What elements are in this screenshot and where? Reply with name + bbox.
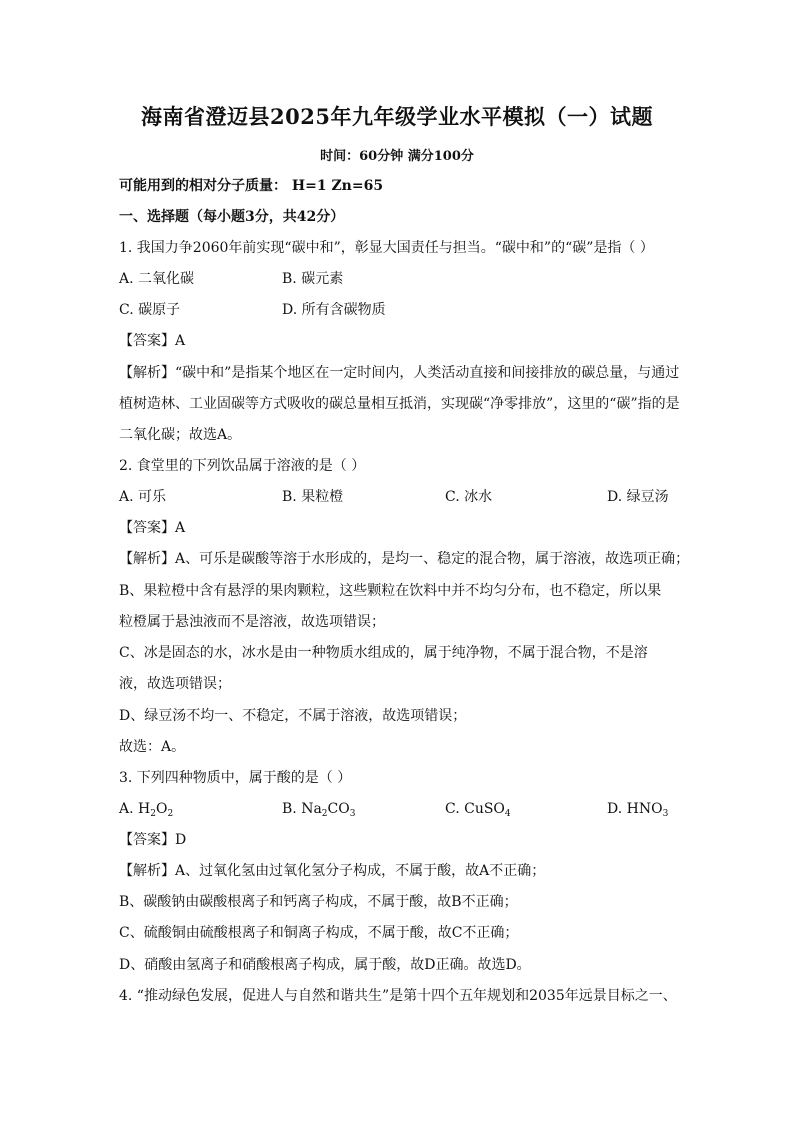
section-heading: 一、选择题（每小题3分，共42分） — [119, 209, 345, 225]
question-3-analysis-line: B、碳酸钠由碳酸根离子和钙离子构成，不属于酸，故B不正确； — [119, 894, 518, 910]
question-3-stem: 3. 下列四种物质中，属于酸的是（ ） — [119, 770, 352, 786]
question-3-option-a: A. $H_2O_2$ — [119, 801, 174, 819]
question-2-analysis-line: D、绿豆汤不均一、不稳定，不属于溶液，故选项错误； — [119, 708, 467, 724]
question-2-analysis-line: 液，故选项错误； — [119, 676, 231, 692]
question-2-analysis-line: B、果粒橙中含有悬浮的果肉颗粒，这些颗粒在饮料中并不均匀分布，也不稳定，所以果 — [119, 583, 662, 599]
question-3-answer: 【答案】D — [119, 832, 187, 848]
question-3-option-d: D. $HNO_3$ — [607, 801, 669, 819]
question-3-option-c: C. CuSO$_4$ — [445, 801, 511, 819]
exam-time-info: 时间：60分钟 满分100分 — [320, 149, 474, 164]
question-1-answer: 【答案】A — [119, 333, 186, 349]
question-1-analysis-line: 植树造林、工业固碳等方式吸收的碳总量相互抵消，实现碳“净零排放”，这里的“碳”指的是 — [119, 396, 680, 412]
question-2-stem: 2. 食堂里的下列饮品属于溶液的是（ ） — [119, 458, 366, 474]
question-3-analysis-line: C、硫酸铜由硫酸根离子和铜离子构成，不属于酸，故C不正确； — [119, 925, 519, 941]
question-1-analysis-line: 【解析】“碳中和”是指某个地区在一定时间内，人类活动直接和间接排放的碳总量，与通过 — [119, 365, 680, 381]
atomic-mass-note: 可能用到的相对分子质量： H=1 Zn=65 — [119, 178, 384, 194]
question-1-option-a: A. 二氧化碳 — [119, 271, 195, 287]
question-2-analysis-line: 故选：A。 — [119, 739, 186, 755]
question-2-option-b: B. 果粒橙 — [282, 489, 344, 505]
question-1-stem: 1. 我国力争2060年前实现“碳中和”，彰显大国责任与担当。“碳中和”的“碳”是指（ ） — [119, 240, 654, 256]
question-3-analysis-line: D、硝酸由氢离子和硝酸根离子构成，属于酸，故D正确。故选D。 — [119, 957, 531, 973]
question-2-analysis-line: 粒橙属于悬浊液而不是溶液，故选项错误； — [119, 614, 385, 630]
question-1-option-c: C. 碳原子 — [119, 302, 181, 318]
question-2-analysis-line: 【解析】A、可乐是碳酸等溶于水形成的，是均一、稳定的混合物，属于溶液，故选项正确； — [119, 551, 690, 567]
question-4-stem: 4. “推动绿色发展，促进人与自然和谐共生”是第十四个五年规划和2035年远景目标之一、 — [119, 988, 677, 1004]
question-1-option-b: B. 碳元素 — [282, 271, 344, 287]
question-2-option-a: A. 可乐 — [119, 489, 167, 505]
question-2-answer: 【答案】A — [119, 520, 186, 536]
question-3-option-b: B. $Na_2CO_3$ — [282, 801, 356, 819]
page-title: 海南省澄迈县2025年九年级学业水平模拟（一）试题 — [141, 104, 653, 129]
question-1-option-d: D. 所有含碳物质 — [282, 302, 386, 318]
question-2-analysis-line: C、冰是固态的水，冰水是由一种物质水组成的，属于纯净物，不属于混合物，不是溶 — [119, 645, 648, 661]
question-3-analysis-line: 【解析】A、过氧化氢由过氧化氢分子构成，不属于酸，故A不正确； — [119, 863, 546, 879]
question-2-option-d: D. 绿豆汤 — [607, 489, 669, 505]
question-2-option-c: C. 冰水 — [445, 489, 493, 505]
question-1-analysis-line: 二氧化碳；故选A。 — [119, 427, 242, 443]
